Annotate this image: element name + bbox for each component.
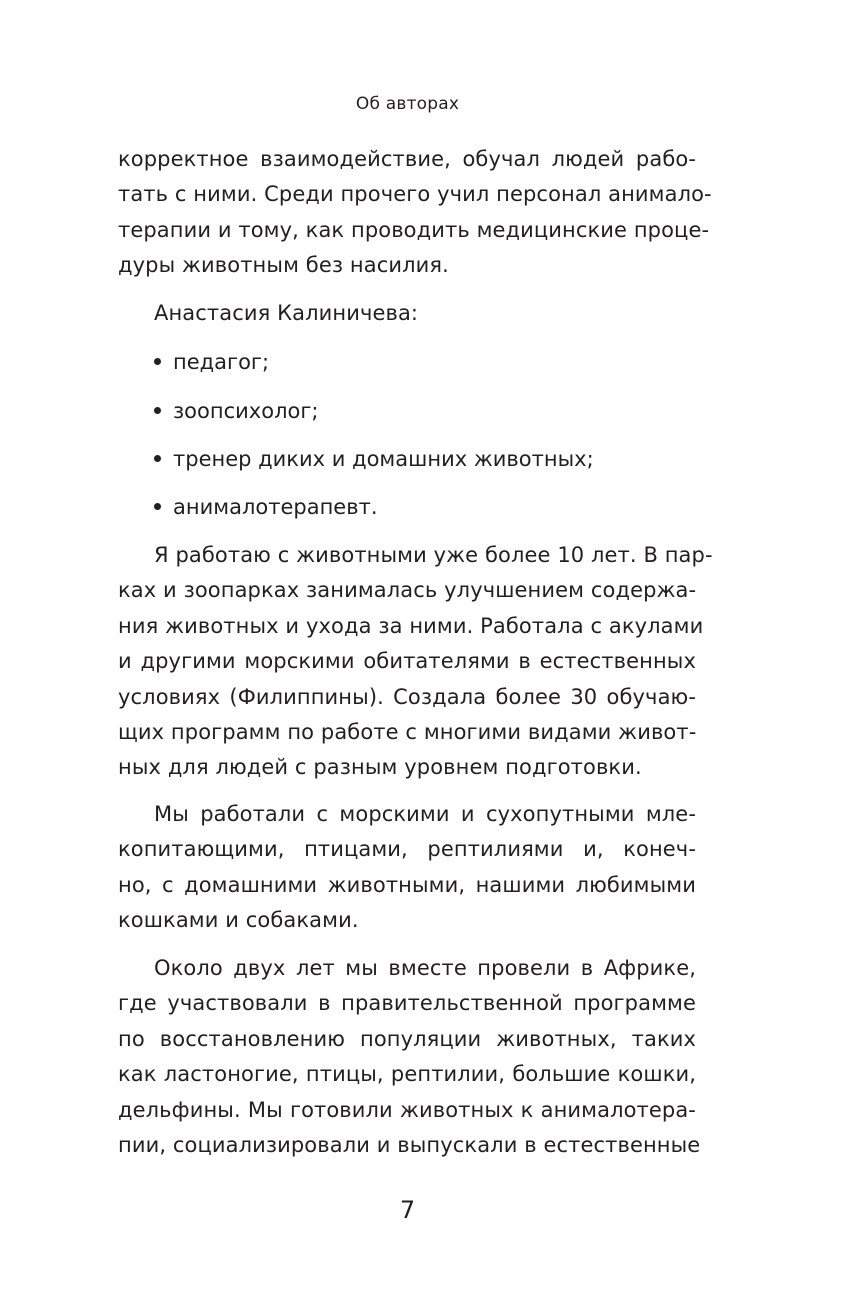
bullet-text: педагог; [173, 350, 270, 374]
bullet-text: анималотерапевт. [173, 495, 378, 519]
author-name: Анастасия Калиничева: [154, 301, 419, 325]
text-line: ках и зоопарках занималась улучшением содержа- [118, 578, 697, 603]
text-line: по восстановлению популяции животных, таких [118, 1026, 696, 1051]
text-line: и другими морскими обитателями в естественных [118, 649, 696, 674]
paragraph [118, 538, 713, 786]
bullet-icon [154, 503, 161, 510]
text-line: Мы работали с морскими и сухопутными мле- [154, 802, 696, 826]
paragraph [118, 951, 701, 1163]
text-line: кошками и собаками. [118, 908, 359, 933]
text-line: корректное взаимодействие, обучал людей рабо- [118, 147, 696, 171]
bullet-icon [154, 358, 161, 365]
text-line: пии, социализировали и выпускали в естественные [118, 1133, 701, 1158]
text-line: как ластоногие, птицы, рептилии, большие кошки, [118, 1062, 696, 1087]
running-header: Об авторах [355, 94, 460, 114]
bullet-item [154, 394, 318, 429]
text-line: терапии и тому, как проводить медицинские проце- [118, 217, 710, 242]
text-line: где участвовали в правительственной программе [118, 991, 696, 1016]
text-line: Я работаю с животными уже более 10 лет. В пар- [154, 543, 713, 567]
text-line: тать с ними. Среди прочего учил персонал анимало- [118, 182, 712, 207]
paragraph [118, 797, 696, 939]
text-line: копитающими, птицами, рептилиями и, конеч- [118, 837, 696, 862]
bullet-item [154, 442, 594, 477]
text-line: Около двух лет мы вместе провели в Африке, [154, 956, 696, 980]
bullet-item [154, 345, 269, 380]
text-line: дуры животным без насилия. [118, 253, 449, 278]
bullet-icon [154, 455, 161, 462]
bullet-text: тренер диких и домашних животных; [173, 447, 594, 471]
text-line: но, с домашними животными, нашими любимыми [118, 872, 696, 897]
bullet-text: зоопсихолог; [173, 399, 319, 423]
page-number: 7 [399, 1196, 416, 1224]
text-line: условиях (Филиппины). Создала более 30 обучаю- [118, 684, 696, 709]
author-intro [118, 296, 696, 331]
paragraph-continuation [118, 142, 712, 284]
bullet-item [154, 490, 378, 525]
text-line: ных для людей с разным уровнем подготовки. [118, 755, 642, 780]
text-line: дельфины. Мы готовили животных к анималотера- [118, 1097, 696, 1122]
text-line: ния животных и ухода за ними. Работала с акулами [118, 613, 704, 638]
bullet-icon [154, 407, 161, 414]
text-line: щих программ по работе с многими видами живот- [118, 720, 697, 745]
